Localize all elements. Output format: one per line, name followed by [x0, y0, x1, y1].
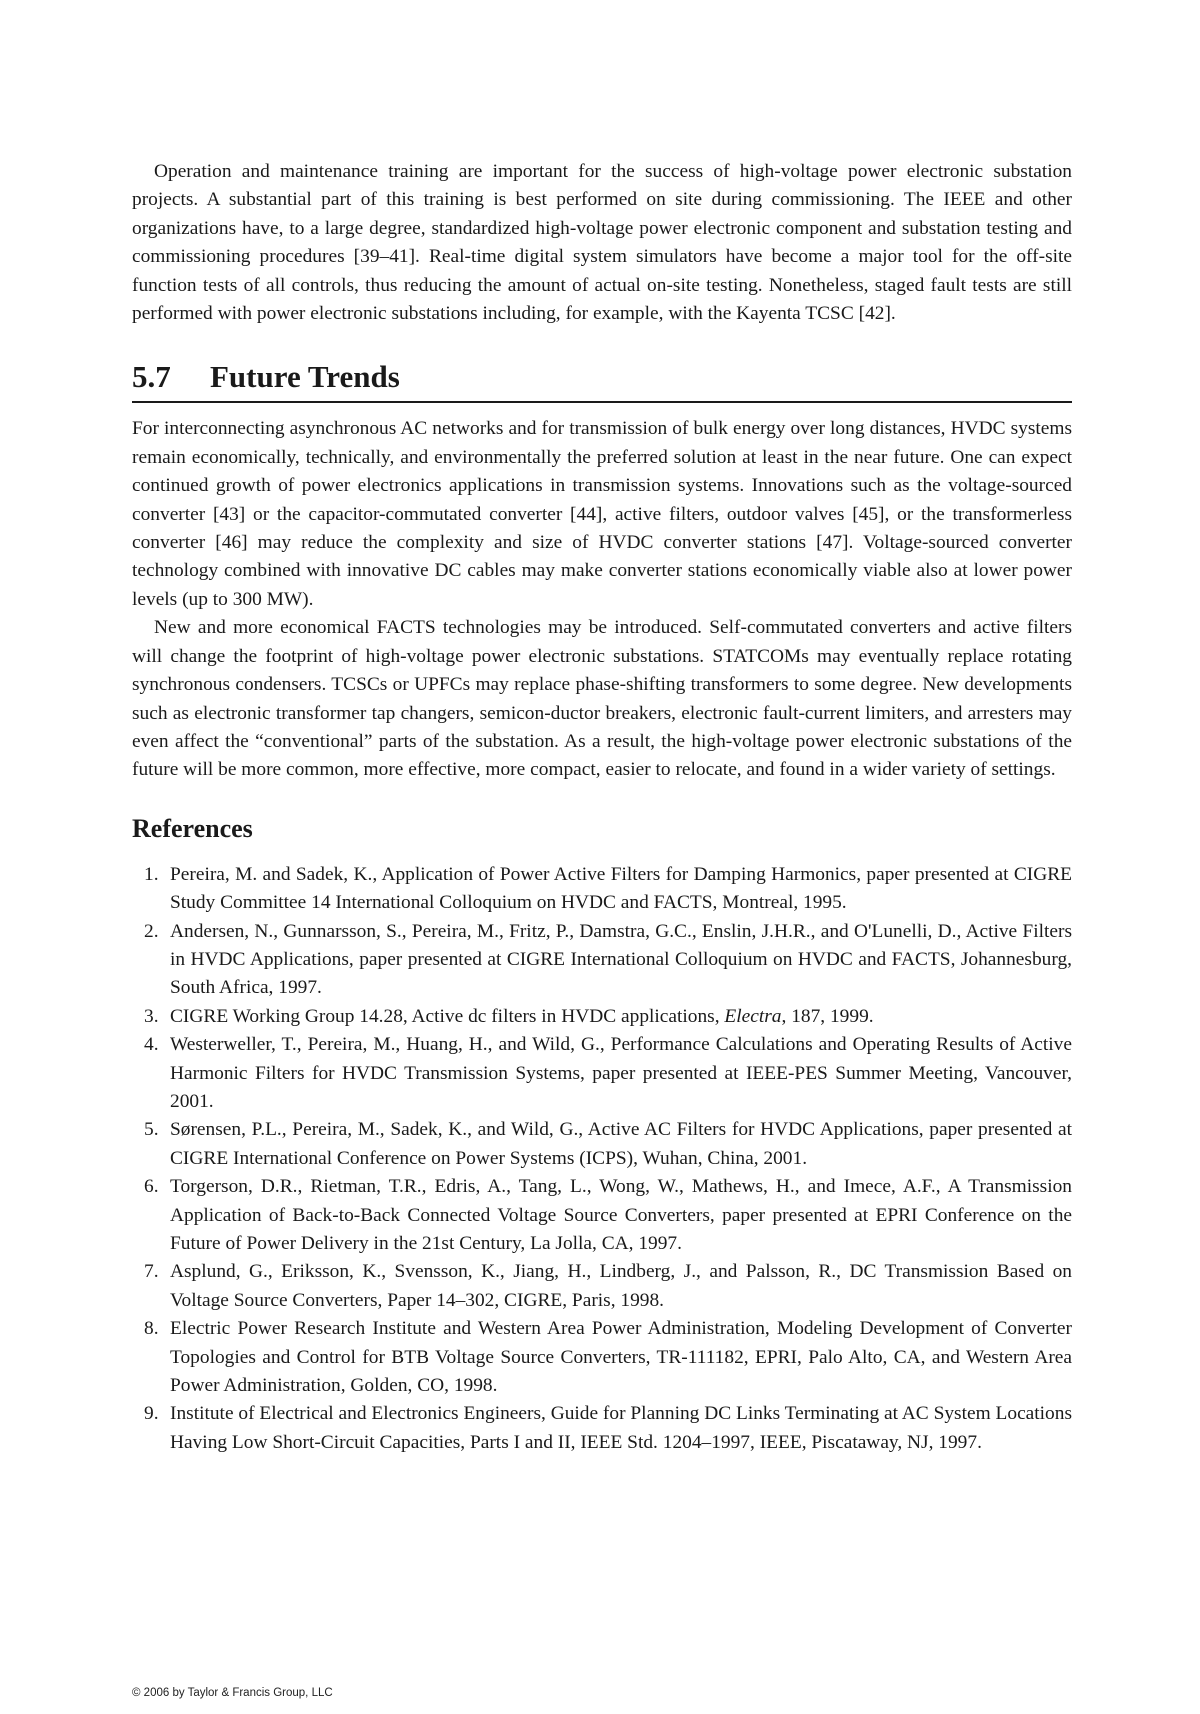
- page-content: [132, 158, 1072, 1457]
- reference-number: 7.: [144, 1261, 159, 1283]
- intro-paragraph: Operation and maintenance training are important for the success of high-voltage power electronic substation projects. A substantial part of this training is best performed on site during commissioning. The IEEE and other organizations have, to a large degree, standardized high-voltage power electronic component and substation testing and commissioning procedures [39–41]. Real-time digital system simulators have become a major tool for the off-site function tests of all controls, thus reducing the amount of actual on-site testing. Nonetheless, staged fault tests are still performed with power electronic substations including, for example, with the Kayenta TCSC [42].: [132, 161, 1072, 325]
- reference-number: 6.: [144, 1176, 159, 1198]
- reference-item: [132, 861, 1072, 918]
- reference-number: 8.: [144, 1318, 159, 1340]
- reference-item: [132, 1003, 1072, 1031]
- section-heading: [132, 357, 1072, 403]
- reference-number: 2.: [144, 920, 159, 942]
- reference-text: Electric Power Research Institute and Western Area Power Administration, Modeling Development of Converter Topologies and Control for BTB Voltage Source Converters, TR-111182, EPRI, Palo Alto, CA, and Western Area Power Administration, Golden, CO, 1998.: [170, 1318, 1072, 1397]
- reference-item: [132, 1031, 1072, 1116]
- reference-number: 3.: [144, 1005, 159, 1027]
- reference-item: [132, 918, 1072, 1003]
- copyright-footer: © 2006 by Taylor & Francis Group, LLC: [132, 1687, 333, 1699]
- reference-text-post: , 187, 1999.: [781, 1005, 874, 1027]
- reference-number: 1.: [144, 863, 159, 885]
- reference-text: Institute of Electrical and Electronics Engineers, Guide for Planning DC Links Terminating at AC System Locations Having Low Short-Circuit Capacities, Parts I and II, IEEE Std. 1204–1997, IEEE, Piscataway, NJ, 1997.: [170, 1403, 1072, 1453]
- reference-number: 5.: [144, 1119, 159, 1141]
- reference-text: Andersen, N., Gunnarsson, S., Pereira, M., Fritz, P., Damstra, G.C., Enslin, J.H.R., and O'Lunelli, D., Active Filters in HVDC Applications, paper presented at CIGRE International Colloquium on HVDC and FACTS, Johannesburg, South Africa, 1997.: [170, 920, 1072, 999]
- reference-text: Pereira, M. and Sadek, K., Application of Power Active Filters for Damping Harmonics, paper presented at CIGRE Study Committee 14 International Colloquium on HVDC and FACTS, Montreal, 1995.: [170, 863, 1072, 914]
- reference-text: Asplund, G., Eriksson, K., Svensson, K., Jiang, H., Lindberg, J., and Palsson, R., DC Transmission Based on Voltage Source Converters, Paper 14–302, CIGRE, Paris, 1998.: [170, 1261, 1072, 1311]
- reference-number: 9.: [144, 1403, 159, 1425]
- section-paragraph: New and more economical FACTS technologies may be introduced. Self-commutated converters and active filters will change the footprint of high-voltage power electronic substations. STATCOMs may eventually replace rotating synchronous condensers. TCSCs or UPFCs may replace phase-shifting transformers to some degree. New developments such as electronic transformer tap changers, semicon-ductor breakers, electronic fault-current limiters, and arresters may even affect the “conventional” parts of the substation. As a result, the high-voltage power electronic substations of the future will be more common, more effective, more compact, easier to relocate, and found in a wider variety of settings.: [132, 617, 1072, 781]
- section-paragraph: For interconnecting asynchronous AC networks and for transmission of bulk energy over long distances, HVDC systems remain economically, technically, and environmentally the preferred solution at least in the near future. One can expect continued growth of power electronics applications in transmission systems. Innovations such as the voltage-sourced converter [43] or the capacitor-commutated converter [44], active filters, outdoor valves [45], or the transformerless converter [46] may reduce the complexity and size of HVDC converter stations [47]. Voltage-sourced converter technology combined with innovative DC cables may make converter stations economically viable also at lower power levels (up to 300 MW).: [132, 418, 1072, 610]
- section-title: Future Trends: [210, 359, 400, 395]
- section-body: [132, 415, 1072, 784]
- reference-item: [132, 1173, 1072, 1258]
- reference-text: Westerweller, T., Pereira, M., Huang, H., and Wild, G., Performance Calculations and Operating Results of Active Harmonic Filters for HVDC Transmission Systems, paper presented at IEEE-PES Summer Meeting, Vancouver, 2001.: [170, 1034, 1072, 1112]
- references-list: [132, 861, 1072, 1458]
- reference-text: Torgerson, D.R., Rietman, T.R., Edris, A., Tang, L., Wong, W., Mathews, H., and Imece, A.F., A Transmission Application of Back-to-Back Connected Voltage Source Converters, paper presented at EPRI Conference on the Future of Power Delivery in the 21st Century, La Jolla, CA, 1997.: [170, 1176, 1072, 1254]
- references-heading: References: [132, 813, 253, 843]
- reference-text-pre: CIGRE Working Group 14.28, Active dc filters in HVDC applications,: [170, 1005, 725, 1027]
- reference-item: [132, 1315, 1072, 1400]
- reference-item: [132, 1116, 1072, 1173]
- reference-text: Sørensen, P.L., Pereira, M., Sadek, K., and Wild, G., Active AC Filters for HVDC Applications, paper presented at CIGRE International Conference on Power Systems (ICPS), Wuhan, China, 2001.: [170, 1119, 1072, 1169]
- reference-number: 4.: [144, 1034, 159, 1056]
- section-number: 5.7: [132, 359, 171, 395]
- reference-item: [132, 1258, 1072, 1315]
- reference-journal: Electra: [724, 1005, 782, 1027]
- reference-item: [132, 1400, 1072, 1457]
